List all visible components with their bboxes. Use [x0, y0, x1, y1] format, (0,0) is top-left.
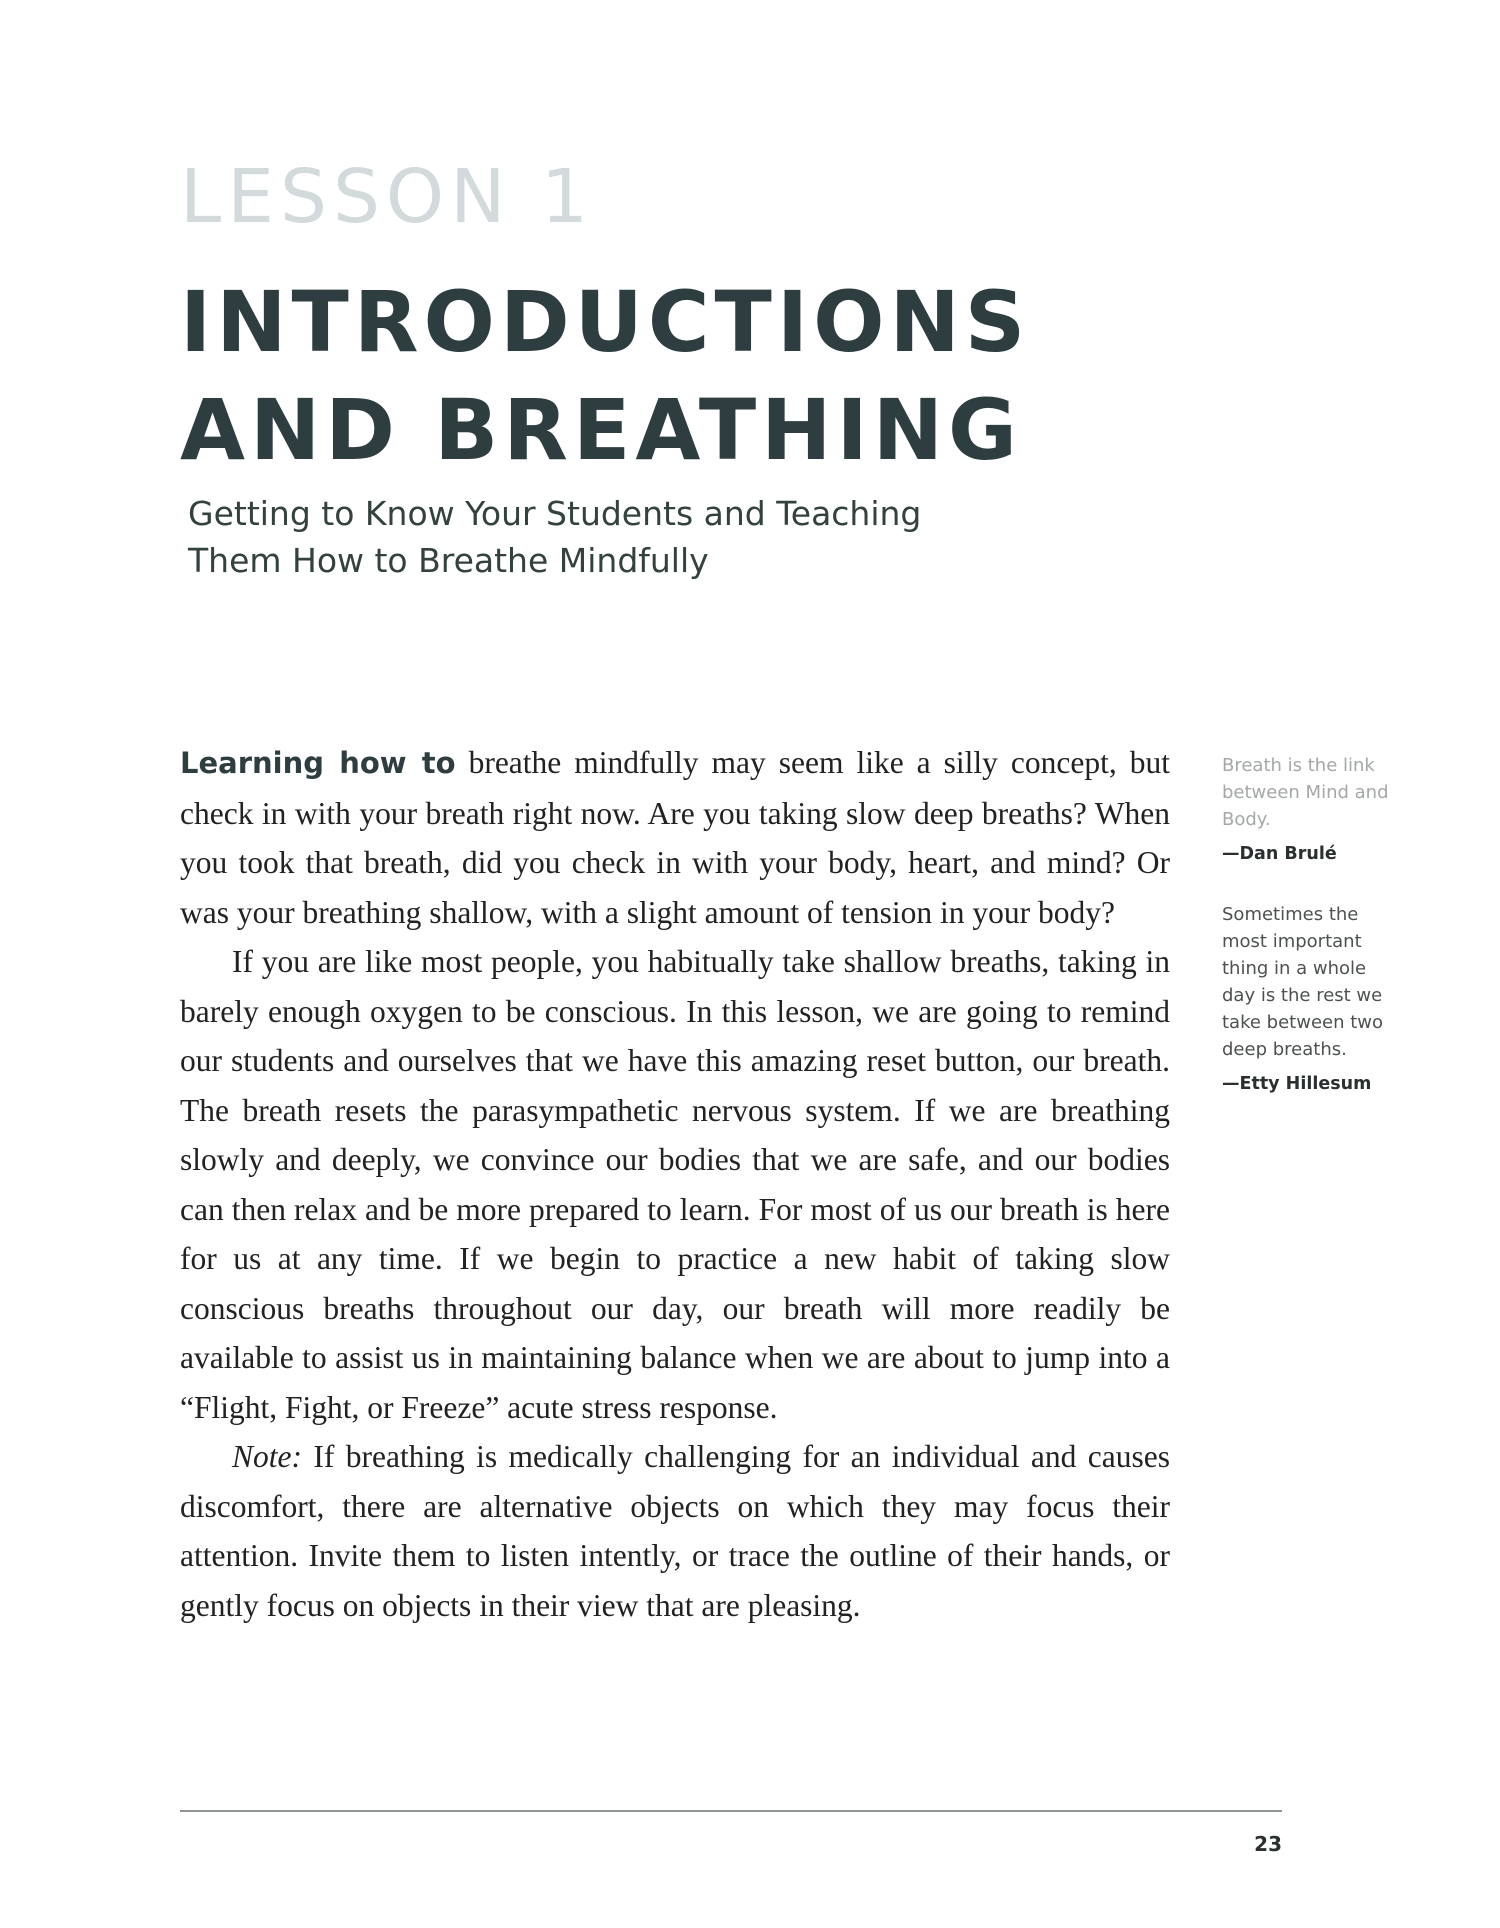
sidebar-quote-1: Breath is the link between Mind and Body.: [1222, 755, 1389, 830]
sidebar-quote-1-author: —Dan Brulé: [1222, 844, 1337, 864]
sidebar-quotes: [1222, 752, 1392, 1098]
lead-in: Learning how to: [180, 746, 456, 780]
page-number: 23: [1254, 1832, 1282, 1856]
note-paragraph: [180, 1432, 1170, 1630]
paragraph-2: If you are like most people, you habitually take shallow breaths, taking in barely enough oxygen to be conscious. In this lesson, we are going to remind our students and ourselves that we have this amazing reset button, our breath. The breath resets the parasympathetic nervous system. If we are breathing slowly and deeply, we convince our bodies that we are safe, and our bodies can then relax and be more prepared to learn. For most of us our breath is here for us at any time. If we begin to practice a new habit of taking slow conscious breaths throughout our day, our breath will more readily be available to assist us in maintaining balance when we are about to jump into a “Flight, Fight, or Freeze” acute stress response.: [180, 944, 1170, 1425]
paragraph-1-text: breathe mindfully may seem like a silly concept, but check in with your breath right now. Are you taking slow deep breaths? When you took that breath, did you check in with your body, heart, and mind? Or was your breathing shallow, with a slight amount of tension in your body?: [180, 745, 1170, 930]
body-text: [180, 738, 1170, 1630]
lesson-label: LESSON 1: [180, 154, 595, 240]
title-line-2: AND BREATHING: [180, 381, 1022, 479]
paragraph-1: [180, 738, 1170, 937]
sidebar-quote-2-author: —Etty Hillesum: [1222, 1074, 1372, 1094]
subtitle-line-1: Getting to Know Your Students and Teaching: [188, 494, 922, 533]
note-label: Note:: [232, 1439, 302, 1474]
sidebar-spacer: [1222, 868, 1392, 901]
page-title: [180, 268, 1030, 484]
title-line-1: INTRODUCTIONS: [180, 273, 1031, 371]
page-subtitle: [188, 490, 1088, 584]
sidebar-quote-2: Sometimes the most important thing in a whole day is the rest we take between two deep breaths.: [1222, 904, 1384, 1060]
footer-rule: [180, 1810, 1282, 1812]
note-text: If breathing is medically challenging for an individual and causes discomfort, there are alternative objects on which they may focus their attention. Invite them to listen intently, or trace the outline of their hands, or gently focus on objects in their view that are pleasing.: [180, 1439, 1170, 1623]
subtitle-line-2: Them How to Breathe Mindfully: [188, 541, 709, 580]
